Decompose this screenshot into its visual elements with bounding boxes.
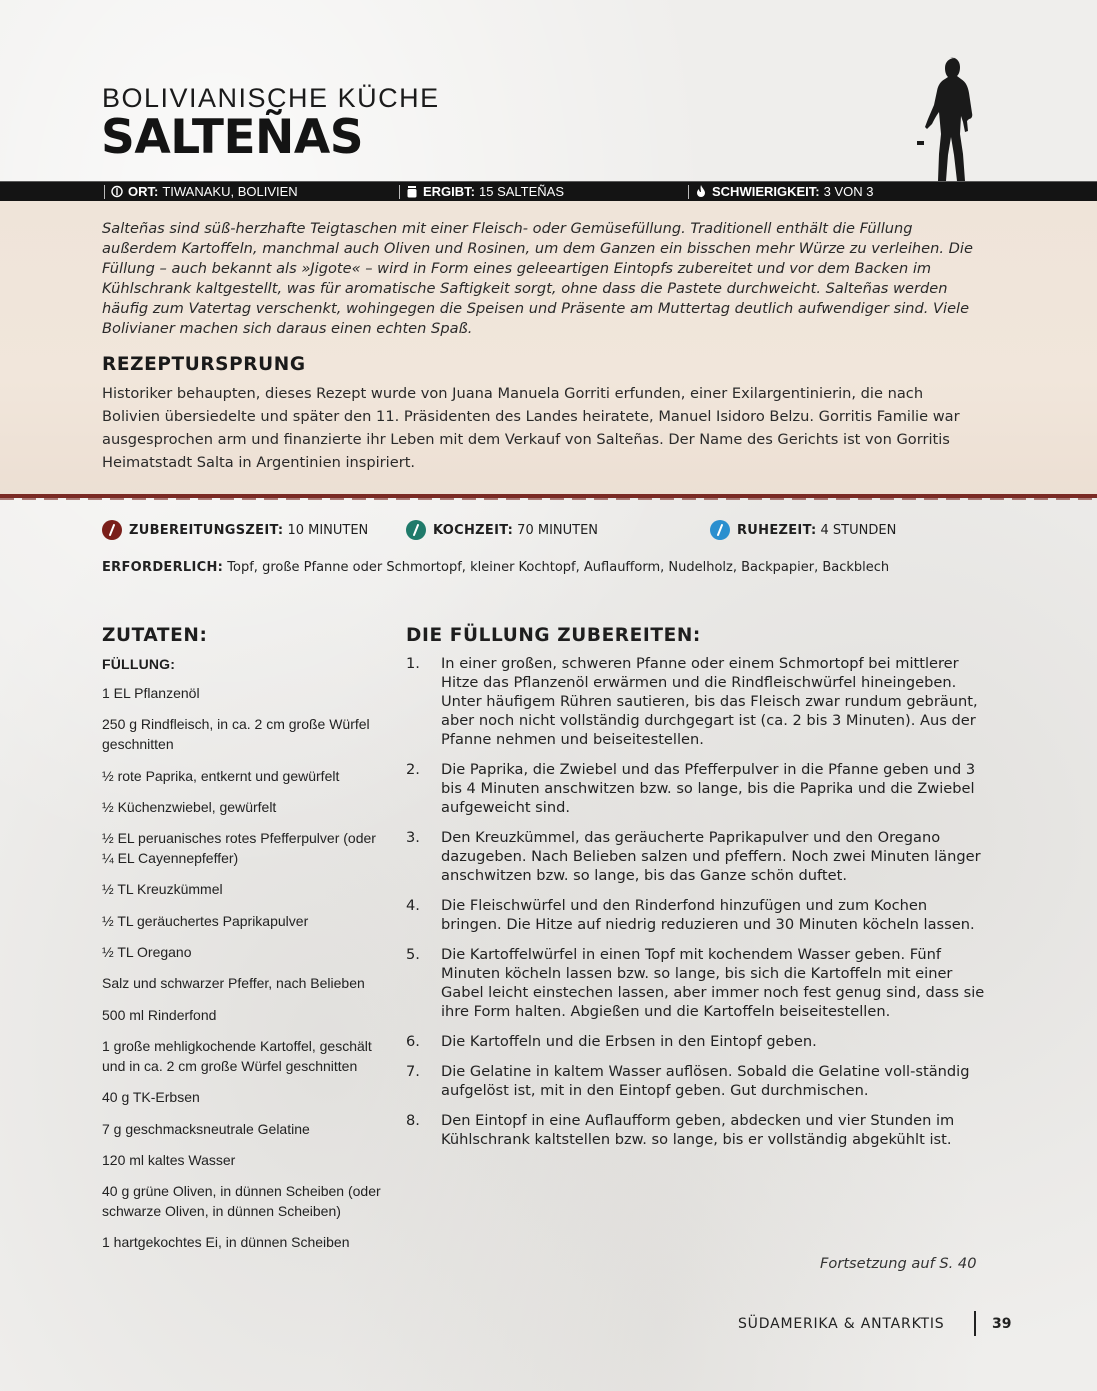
step-item — [406, 896, 986, 934]
ingredient-item: 1 EL Pflanzenöl — [102, 685, 200, 701]
yield-label: ERGIBT: — [423, 184, 475, 199]
step-number: 6. — [406, 1033, 420, 1050]
ingredient-item: ½ Küchenzwiebel, gewürfelt — [102, 798, 277, 815]
cook-time-label: KOCHZEIT: — [433, 522, 514, 538]
ingredient-item: 1 große mehligkochende Kartoffel, geschält und in ca. 2 cm große Würfel geschnitten — [102, 1037, 372, 1074]
rest-time — [710, 520, 896, 540]
ingredient-item: 1 hartgekochtes Ei, in dünnen Scheiben — [102, 1234, 350, 1251]
step-text: Die Gelatine in kaltem Wasser auflösen. Sobald die Gelatine voll-ständig aufgelöst ist, mit in den Eintopf geben. Gut durchmischen. — [441, 1063, 970, 1099]
step-text: Den Eintopf in eine Auflaufform geben, abdecken und vier Stunden im Kühlschrank kaltstellen bzw. so lange, bis er vollständig abgekühlt ist. — [441, 1112, 955, 1148]
prep-time — [102, 520, 368, 540]
ingredient-item: 7 g geschmacksneutrale Gelatine — [102, 1120, 310, 1137]
ingredient-item: 120 ml kaltes Wasser — [102, 1151, 236, 1168]
separator — [399, 185, 400, 199]
step-number: 7. — [406, 1063, 420, 1080]
ingredient-item: ½ TL Kreuzkümmel — [102, 881, 223, 898]
location-info — [104, 182, 298, 201]
ingredient-item: 250 g Rindfleisch, in ca. 2 cm große Würfel geschnitten — [102, 716, 370, 753]
ingredient-item: 40 g grüne Oliven, in dünnen Scheiben (oder schwarze Oliven, in dünnen Scheiben) — [102, 1183, 381, 1220]
step-text: Den Kreuzkümmel, das geräucherte Paprikapulver und den Oregano dazugeben. Nach Belieben salzen und pfeffern. Noch zwei Minuten länger anschwitzen bzw. so lange, bis das Ganze schön duftet. — [441, 829, 981, 884]
step-item — [406, 760, 986, 817]
recipe-title: SALTEÑAS — [101, 110, 364, 165]
footer-divider — [974, 1311, 976, 1336]
page-number: 39 — [992, 1316, 1012, 1332]
difficulty-label: SCHWIERIGKEIT: — [712, 184, 820, 199]
step-number: 2. — [406, 761, 420, 778]
step-item — [406, 654, 986, 749]
required-label: ERFORDERLICH: — [102, 560, 224, 575]
continuation-note: Fortsetzung auf S. 40 — [820, 1255, 977, 1272]
location-icon — [111, 185, 123, 198]
step-item — [406, 1111, 986, 1149]
separator — [688, 185, 689, 199]
prep-time-value: 10 MINUTEN — [287, 522, 369, 538]
origin-heading: REZEPTURSPRUNG — [102, 354, 306, 375]
step-number: 4. — [406, 897, 420, 914]
prep-time-label: ZUBEREITUNGSZEIT: — [129, 522, 284, 538]
ingredient-item: 500 ml Rinderfond — [102, 1006, 217, 1023]
step-item — [406, 1062, 986, 1100]
ingredient-item: Salz und schwarzer Pfeffer, nach Belieben — [102, 975, 365, 992]
step-number: 1. — [406, 655, 420, 672]
ingredient-item: ½ rote Paprika, entkernt und gewürfelt — [102, 767, 340, 784]
location-value: TIWANAKU, BOLIVIEN — [162, 184, 298, 199]
ingredient-item: ½ TL Oregano — [102, 944, 192, 961]
step-text: In einer großen, schweren Pfanne oder einem Schmortopf bei mittlerer Hitze das Pflanzenöl erwärmen und die Rindfleischwürfel hineingeben. Unter häufigem Rühren sautieren, bis das Fleisch zwar rundum gebräunt, aber noch nicht vollständig durchgegart ist (ca. 2 bis 3 Minuten). Aus der Pfanne nehmen und beiseitestellen. — [441, 655, 978, 748]
footer-section: SÜDAMERIKA & ANTARKTIS — [738, 1316, 945, 1332]
clock-icon — [406, 520, 426, 540]
origin-text: Historiker behaupten, dieses Rezept wurde von Juana Manuela Gorriti erfunden, einer Exilargentinierin, die nach Bolivien übersiedelte und später den 11. Präsidenten des Landes heiratete, Manuel Isidoro Belzu. Gorritis Familie war ausgesprochen arm und finanzierte ihr Leben mit dem Verkauf von Salteñas. Der Name des Gerichts ist von Gorritis Heimatstadt Salta in Argentinien inspiriert. — [102, 385, 960, 471]
difficulty-info — [688, 182, 873, 201]
required-equipment — [102, 560, 889, 575]
cook-time-value: 70 MINUTEN — [517, 522, 599, 538]
ingredient-item: ½ EL peruanisches rotes Pfefferpulver (oder ¼ EL Cayennepfeffer) — [102, 830, 376, 867]
step-text: Die Kartoffeln und die Erbsen in den Eintopf geben. — [441, 1033, 817, 1050]
ingredients-list — [102, 683, 382, 1264]
step-item — [406, 828, 986, 885]
clock-icon — [102, 520, 122, 540]
step-number: 8. — [406, 1112, 420, 1129]
step-number: 5. — [406, 946, 420, 963]
step-item — [406, 945, 986, 1021]
ingredient-item: 40 g TK-Erbsen — [102, 1089, 200, 1106]
step-text: Die Paprika, die Zwiebel und das Pfefferpulver in die Pfanne geben und 3 bis 4 Minuten anschwitzen bzw. so lange, bis die Paprika und die Zwiebel aufgeweicht sind. — [441, 761, 976, 816]
yield-value: 15 SALTEÑAS — [479, 184, 565, 199]
ingredient-item: ½ TL geräuchertes Paprikapulver — [102, 912, 309, 929]
location-label: ORT: — [128, 184, 159, 199]
panel-border-texture — [0, 498, 1097, 500]
rest-time-label: RUHEZEIT: — [737, 522, 817, 538]
steps-list — [406, 654, 986, 1160]
clock-icon — [710, 520, 730, 540]
filling-subheading: FÜLLUNG: — [102, 656, 176, 672]
ingredients-heading: ZUTATEN: — [102, 625, 208, 646]
cook-time — [406, 520, 598, 540]
rest-time-value: 4 STUNDEN — [820, 522, 897, 538]
flame-icon — [695, 185, 707, 198]
step-text: Die Fleischwürfel und den Rinderfond hinzufügen und zum Kochen bringen. Die Hitze auf niedrig reduzieren und 30 Minuten köcheln lassen. — [441, 897, 975, 933]
step-number: 3. — [406, 829, 420, 846]
intro-text: Salteñas sind süß-herzhafte Teigtaschen mit einer Fleisch- oder Gemüsefüllung. Traditionell enthält die Füllung außerdem Kartoffeln, manchmal auch Oliven und Rosinen, um dem Ganzen ein bisschen mehr Würze zu verleihen. Die Füllung – auch bekannt als »Jigote« – wird in Form eines geleeartigen Eintopfs zubereitet und vor dem Backen im Kühlschrank kaltgestellt, was für aromatische Saftigkeit sorgt, ohne dass die Pastete durchweicht. Salteñas werden häufig zum Vatertag verschenkt, wohingegen die Speisen und Präsente am Muttertag deutlich aufwendiger sind. Viele Bolivianer machen sich daraus einen echten Spaß. — [102, 220, 973, 337]
step-text: Die Kartoffelwürfel in einen Topf mit kochendem Wasser geben. Fünf Minuten köcheln lassen bzw. so lange, bis sich die Kartoffeln mit einer Gabel leicht einstechen lassen, aber immer noch fest genug sind, dass sie ihre Form halten. Abgießen und die Kartoffeln beiseitestellen. — [441, 946, 985, 1020]
yield-info — [399, 182, 564, 201]
jar-icon — [406, 185, 418, 198]
separator — [104, 185, 105, 199]
step-item — [406, 1032, 986, 1051]
steps-heading: DIE FÜLLUNG ZUBEREITEN: — [406, 625, 701, 646]
required-value: Topf, große Pfanne oder Schmortopf, kleiner Kochtopf, Auflaufform, Nudelholz, Backpapier, Backblech — [227, 560, 890, 575]
recipe-category: BOLIVIANISCHE KÜCHE — [102, 83, 440, 113]
recipe-info-bar — [0, 181, 1097, 201]
character-silhouette — [914, 55, 984, 183]
difficulty-value: 3 VON 3 — [823, 184, 874, 199]
